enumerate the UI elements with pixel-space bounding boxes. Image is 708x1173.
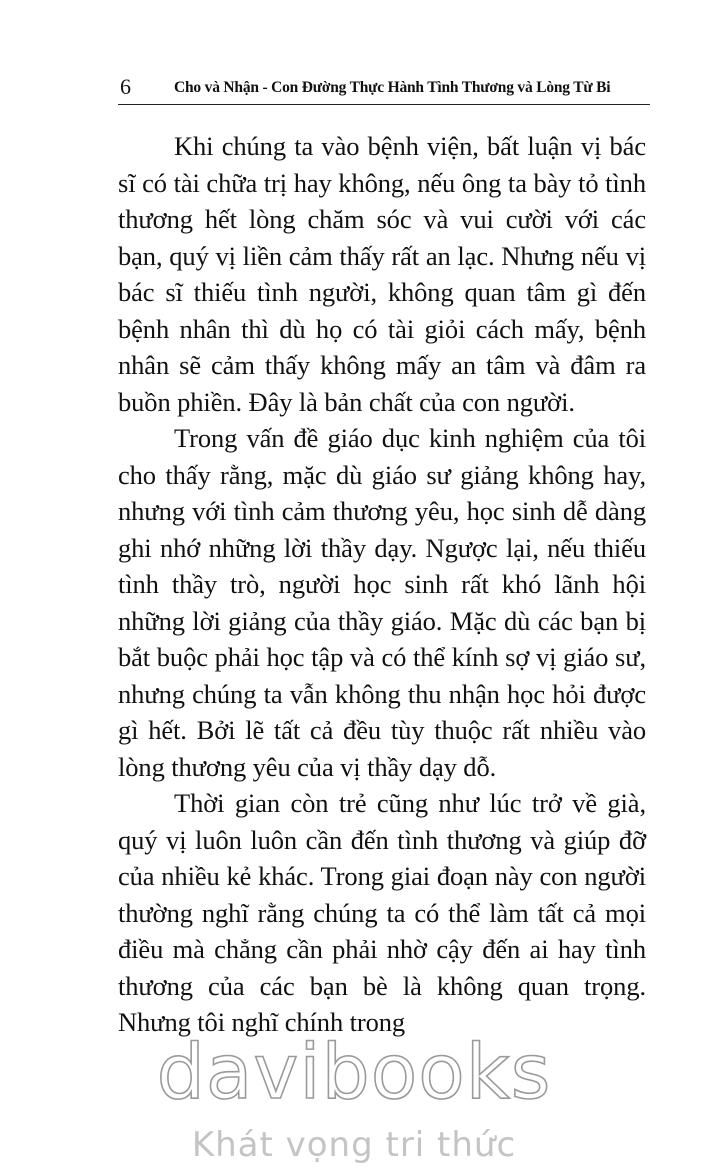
body-text: [118, 128, 646, 1041]
running-title: Cho và Nhận - Con Đường Thực Hành Tình Thương và Lòng Từ Bi: [174, 79, 611, 96]
paragraph-1: Khi chúng ta vào bệnh viện, bất luận vị bác sĩ có tài chữa trị hay không, nếu ông ta bày tỏ tình thương hết lòng chăm sóc và vui cười với các bạn, quý vị liền cảm thấy rất an lạc. Nhưng nếu vị bác sĩ thiếu tình người, không quan tâm gì đến bệnh nhân thì dù họ có tài giỏi cách mấy, bệnh nhân sẽ cảm thấy không mấy an tâm và đâm ra buồn phiền. Đây là bản chất của con người.: [118, 131, 646, 417]
page-number: 6: [120, 74, 131, 99]
watermark-brand: davibooks: [156, 1027, 552, 1116]
watermark-slogan: Khát vọng tri thức: [191, 1125, 517, 1165]
paragraph-3: Thời gian còn trẻ cũng như lúc trở về già, quý vị luôn luôn cần đến tình thương và giúp đỡ của nhiều kẻ khác. Trong giai đoạn này con người thường nghĩ rằng chúng ta có thể làm tất cả mọi điều mà chẳng cần phải nhờ cậy đến ai hay tình thương của các bạn bè là không quan trọng. Nhưng tôi nghĩ chính trong: [118, 788, 646, 1037]
paragraph-2: Trong vấn đề giáo dục kinh nghiệm của tôi cho thấy rằng, mặc dù giáo sư giảng không hay, nhưng với tình cảm thương yêu, học sinh dễ dàng ghi nhớ những lời thầy dạy. Ngược lại, nếu thiếu tình thầy trò, người học sinh rất khó lãnh hội những lời giảng của thầy giáo. Mặc dù các bạn bị bắt buộc phải học tập và có thể kính sợ vị giáo sư, nhưng chúng ta vẫn không thu nhận học hỏi được gì hết. Bởi lẽ tất cả đều tùy thuộc rất nhiều vào lòng thương yêu của vị thầy dạy dỗ.: [118, 423, 646, 782]
page-header: [118, 74, 650, 105]
